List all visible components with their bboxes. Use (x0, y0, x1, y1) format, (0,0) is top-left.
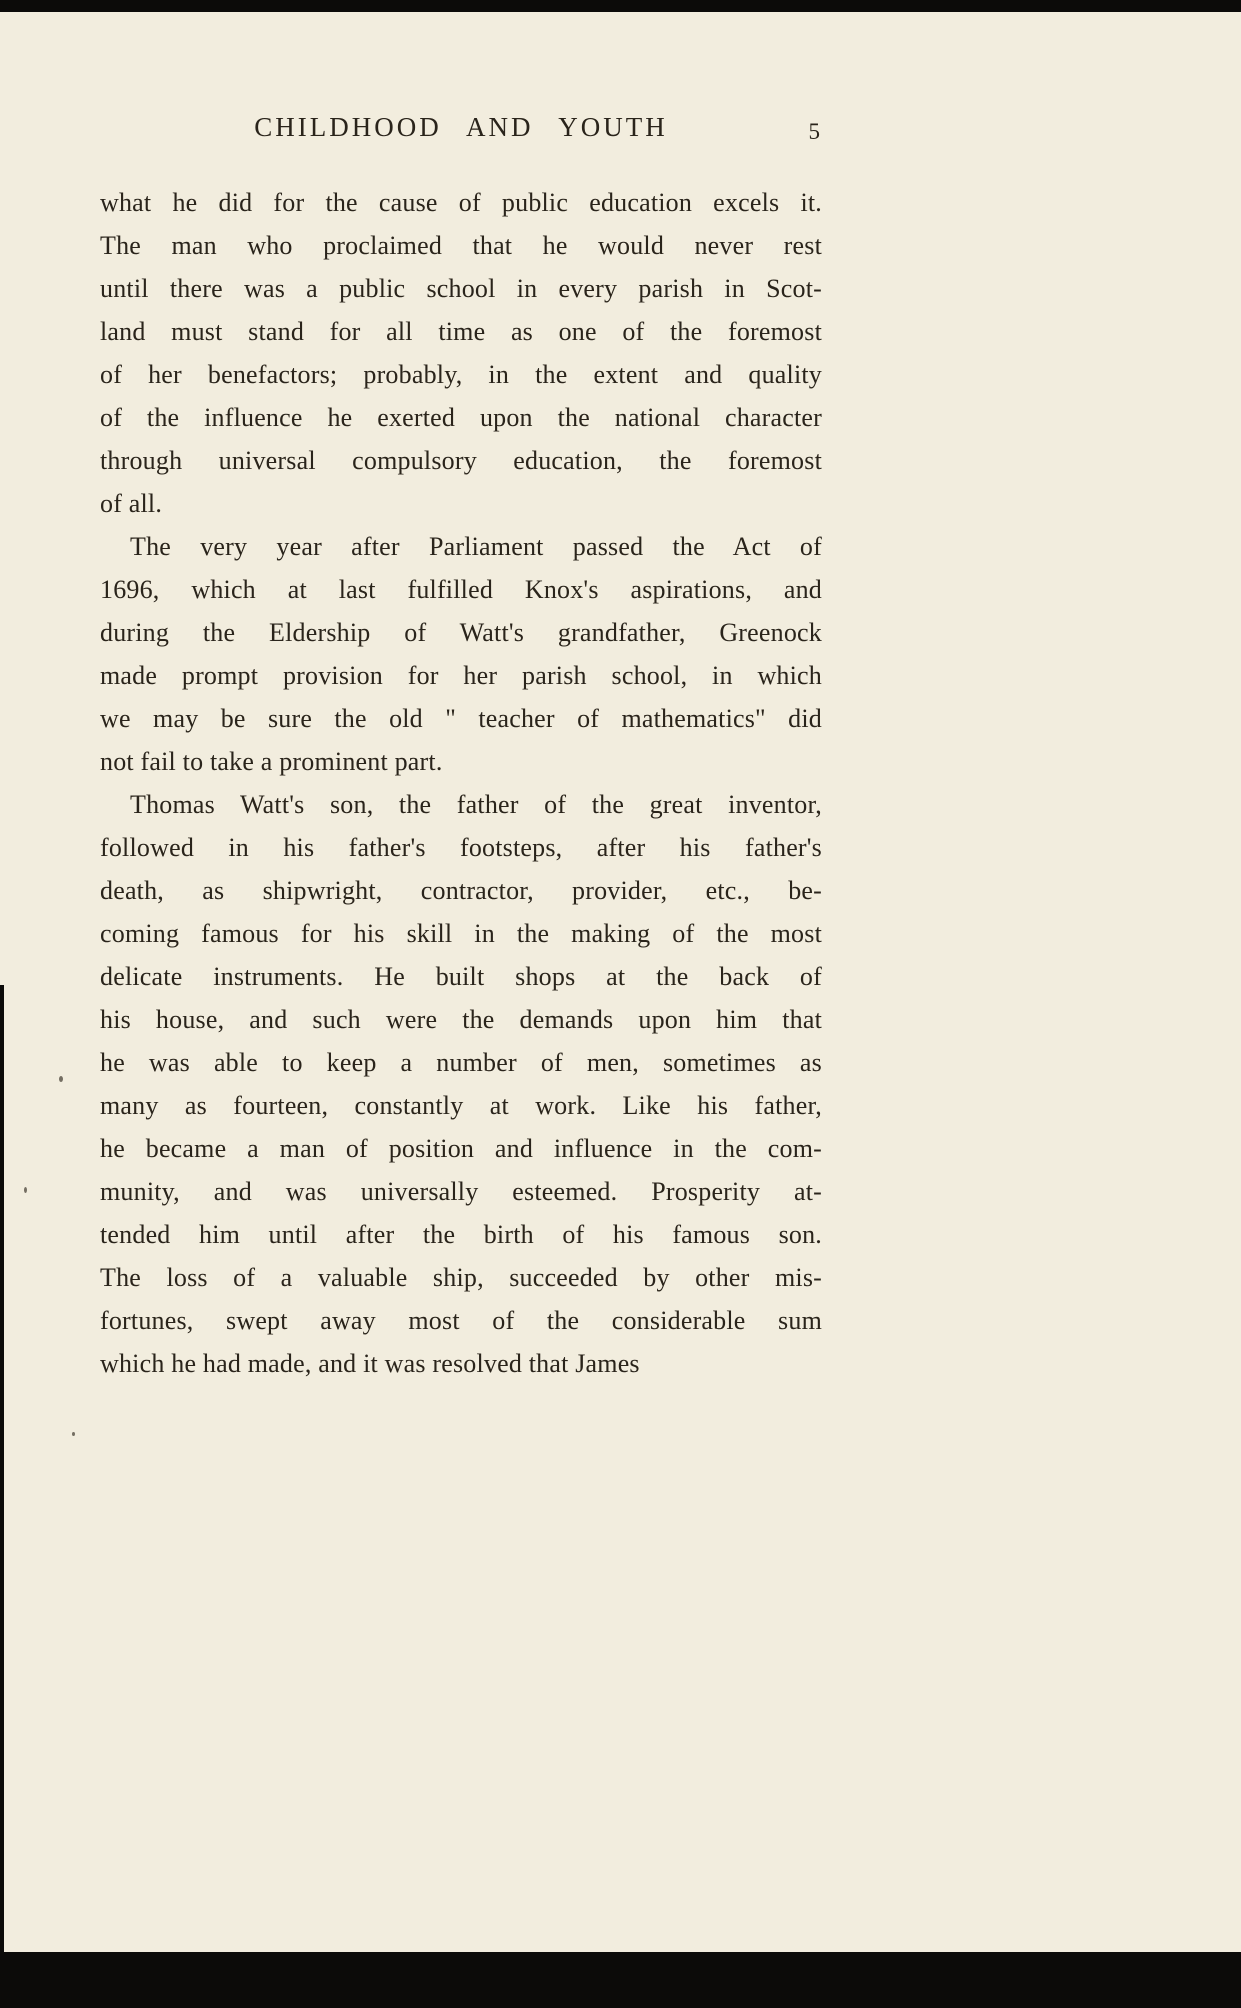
text-line: death, as shipwright, contractor, provider, etc., be- (100, 876, 822, 905)
text-line: 1696, which at last fulfilled Knox's aspirations, and (100, 575, 822, 604)
text-line: of all. (100, 489, 163, 518)
paragraph (100, 525, 822, 783)
scan-border-bottom (0, 1952, 1241, 2008)
scan-speck (72, 1432, 75, 1436)
text-line: fortunes, swept away most of the considerable sum (100, 1306, 822, 1335)
text-line: made prompt provision for her parish school, in which (100, 661, 822, 690)
text-line: land must stand for all time as one of the foremost (100, 317, 822, 346)
text-line: during the Eldership of Watt's grandfather, Greenock (100, 618, 822, 647)
text-line: Thomas Watt's son, the father of the great inventor, (130, 790, 822, 819)
page-text (100, 181, 822, 1385)
scan-speck (24, 1187, 27, 1193)
text-line: The man who proclaimed that he would never rest (100, 231, 822, 260)
text-line: what he did for the cause of public education excels it. (100, 188, 822, 217)
text-line: munity, and was universally esteemed. Prosperity at- (100, 1177, 822, 1206)
text-line: not fail to take a prominent part. (100, 747, 443, 776)
running-header (100, 112, 822, 154)
page-number: 5 (808, 119, 820, 144)
text-line: The loss of a valuable ship, succeeded by other mis- (100, 1263, 822, 1292)
text-line: through universal compulsory education, the foremost (100, 446, 822, 475)
paragraph (100, 783, 822, 1385)
scan-border-top (0, 0, 1241, 12)
text-line: he became a man of position and influence in the com- (100, 1134, 822, 1163)
text-line: of the influence he exerted upon the national character (100, 403, 822, 432)
scan-speck (59, 1076, 63, 1082)
scan-border-left (0, 985, 4, 1952)
text-line: his house, and such were the demands upon him that (100, 1005, 822, 1034)
text-line: he was able to keep a number of men, sometimes as (100, 1048, 822, 1077)
text-line: tended him until after the birth of his famous son. (100, 1220, 822, 1249)
text-line: until there was a public school in every parish in Scot- (100, 274, 822, 303)
text-line: The very year after Parliament passed the Act of (130, 532, 822, 561)
text-line: we may be sure the old " teacher of mathematics" did (100, 704, 822, 733)
text-line: many as fourteen, constantly at work. Like his father, (100, 1091, 822, 1120)
chapter-title: CHILDHOOD AND YOUTH (254, 112, 668, 142)
text-line: coming famous for his skill in the making of the most (100, 919, 822, 948)
text-line: followed in his father's footsteps, after his father's (100, 833, 822, 862)
text-line: which he had made, and it was resolved that James (100, 1349, 640, 1378)
text-line: of her benefactors; probably, in the extent and quality (100, 360, 822, 389)
paragraph (100, 181, 822, 525)
text-line: delicate instruments. He built shops at the back of (100, 962, 822, 991)
